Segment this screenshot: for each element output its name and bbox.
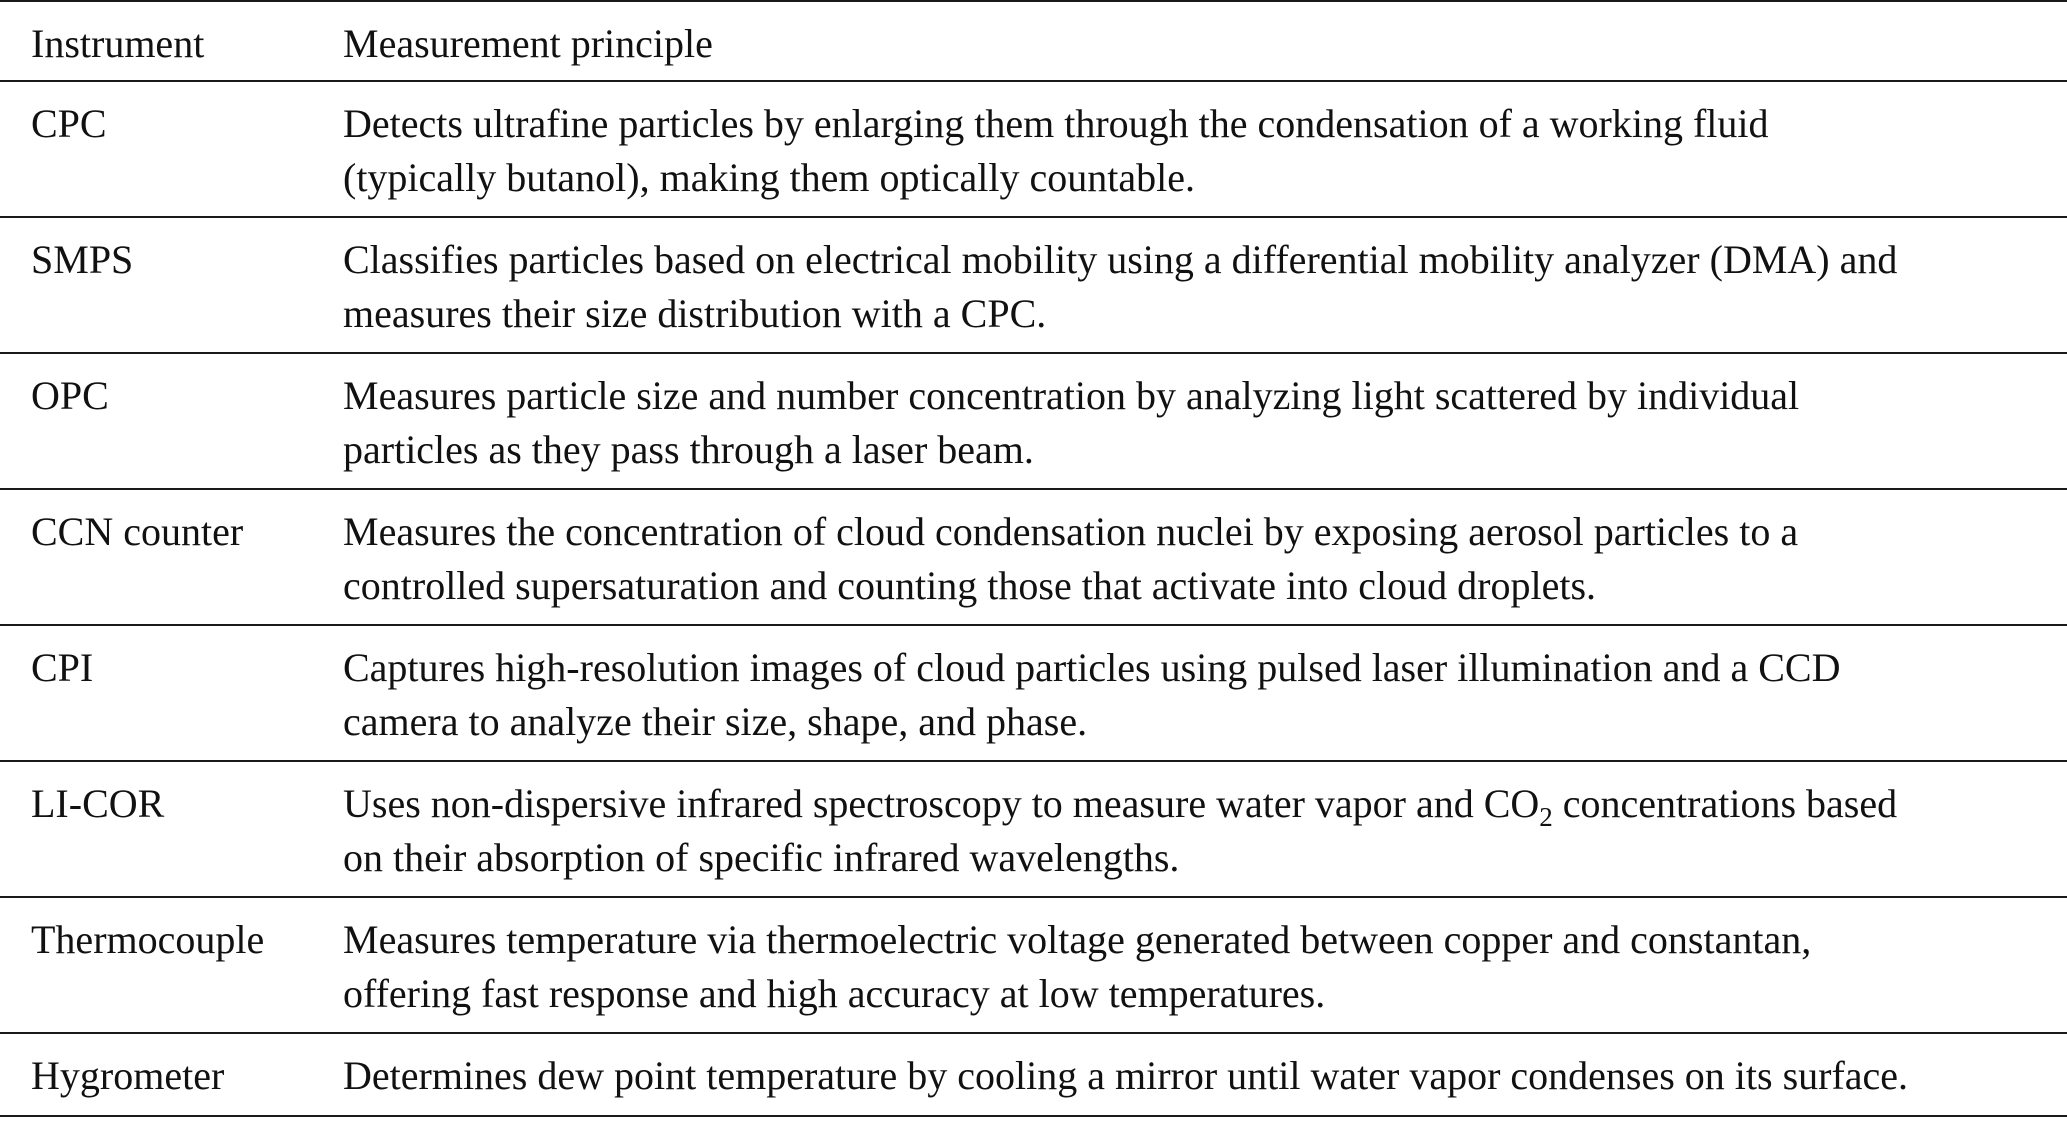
principle-line: particles as they pass through a laser beam.: [343, 427, 1034, 472]
table-row: [0, 218, 2067, 354]
principle-text: [343, 641, 2053, 749]
principle-text: [343, 777, 2053, 885]
header-instrument: Instrument: [31, 21, 205, 66]
principle-line: controlled supersaturation and counting those that activate into cloud droplets.: [343, 563, 1597, 608]
instrument-name: CCN counter: [31, 509, 244, 554]
principle-text: [343, 1049, 2053, 1103]
principle-line: Detects ultrafine particles by enlarging them through the condensation of a working fluid: [343, 101, 1769, 146]
instrument-name: Hygrometer: [31, 1053, 225, 1098]
instrument-name: OPC: [31, 373, 109, 418]
principle-line: Measures the concentration of cloud condensation nuclei by exposing aerosol particles to a: [343, 509, 1799, 554]
principle-line: Measures particle size and number concentration by analyzing light scattered by individual: [343, 373, 1800, 418]
principle-text: [343, 369, 2053, 477]
table-row: [0, 626, 2067, 762]
instrument-name: LI-COR: [31, 781, 165, 826]
table-row: [0, 1034, 2067, 1117]
principle-line: Determines dew point temperature by cooling a mirror until water vapor condenses on its surface.: [343, 1053, 1909, 1098]
table-row: [0, 762, 2067, 898]
table-header-row: [0, 0, 2067, 82]
principle-text: [343, 913, 2053, 1021]
principle-line: camera to analyze their size, shape, and phase.: [343, 699, 1088, 744]
instrument-name: CPC: [31, 101, 107, 146]
table-row: [0, 490, 2067, 626]
co2-subscript: 2: [1539, 802, 1553, 832]
principle-text: [343, 97, 2053, 205]
principle-line: Captures high-resolution images of cloud particles using pulsed laser illumination and a CCD: [343, 645, 1841, 690]
table-row: [0, 898, 2067, 1034]
table-row: [0, 354, 2067, 490]
principle-line: offering fast response and high accuracy at low temperatures.: [343, 971, 1326, 1016]
instrument-name: SMPS: [31, 237, 134, 282]
instrument-name: CPI: [31, 645, 94, 690]
principle-line: on their absorption of specific infrared wavelengths.: [343, 835, 1180, 880]
principle-line: measures their size distribution with a CPC.: [343, 291, 1047, 336]
principle-line: [343, 777, 2053, 831]
principle-text: [343, 233, 2053, 341]
principle-line: Classifies particles based on electrical mobility using a differential mobility analyzer (DMA) and: [343, 237, 1898, 282]
principle-line-pre: Uses non-dispersive infrared spectroscopy to measure water vapor and CO: [343, 781, 1540, 826]
table-row: [0, 82, 2067, 218]
header-principle: Measurement principle: [343, 21, 713, 66]
principle-line-post: concentrations based: [1552, 781, 1898, 826]
instrument-name: Thermocouple: [31, 917, 265, 962]
principle-line: Measures temperature via thermoelectric voltage generated between copper and constantan,: [343, 917, 1812, 962]
principle-text: [343, 505, 2053, 613]
principle-line: (typically butanol), making them optically countable.: [343, 155, 1195, 200]
